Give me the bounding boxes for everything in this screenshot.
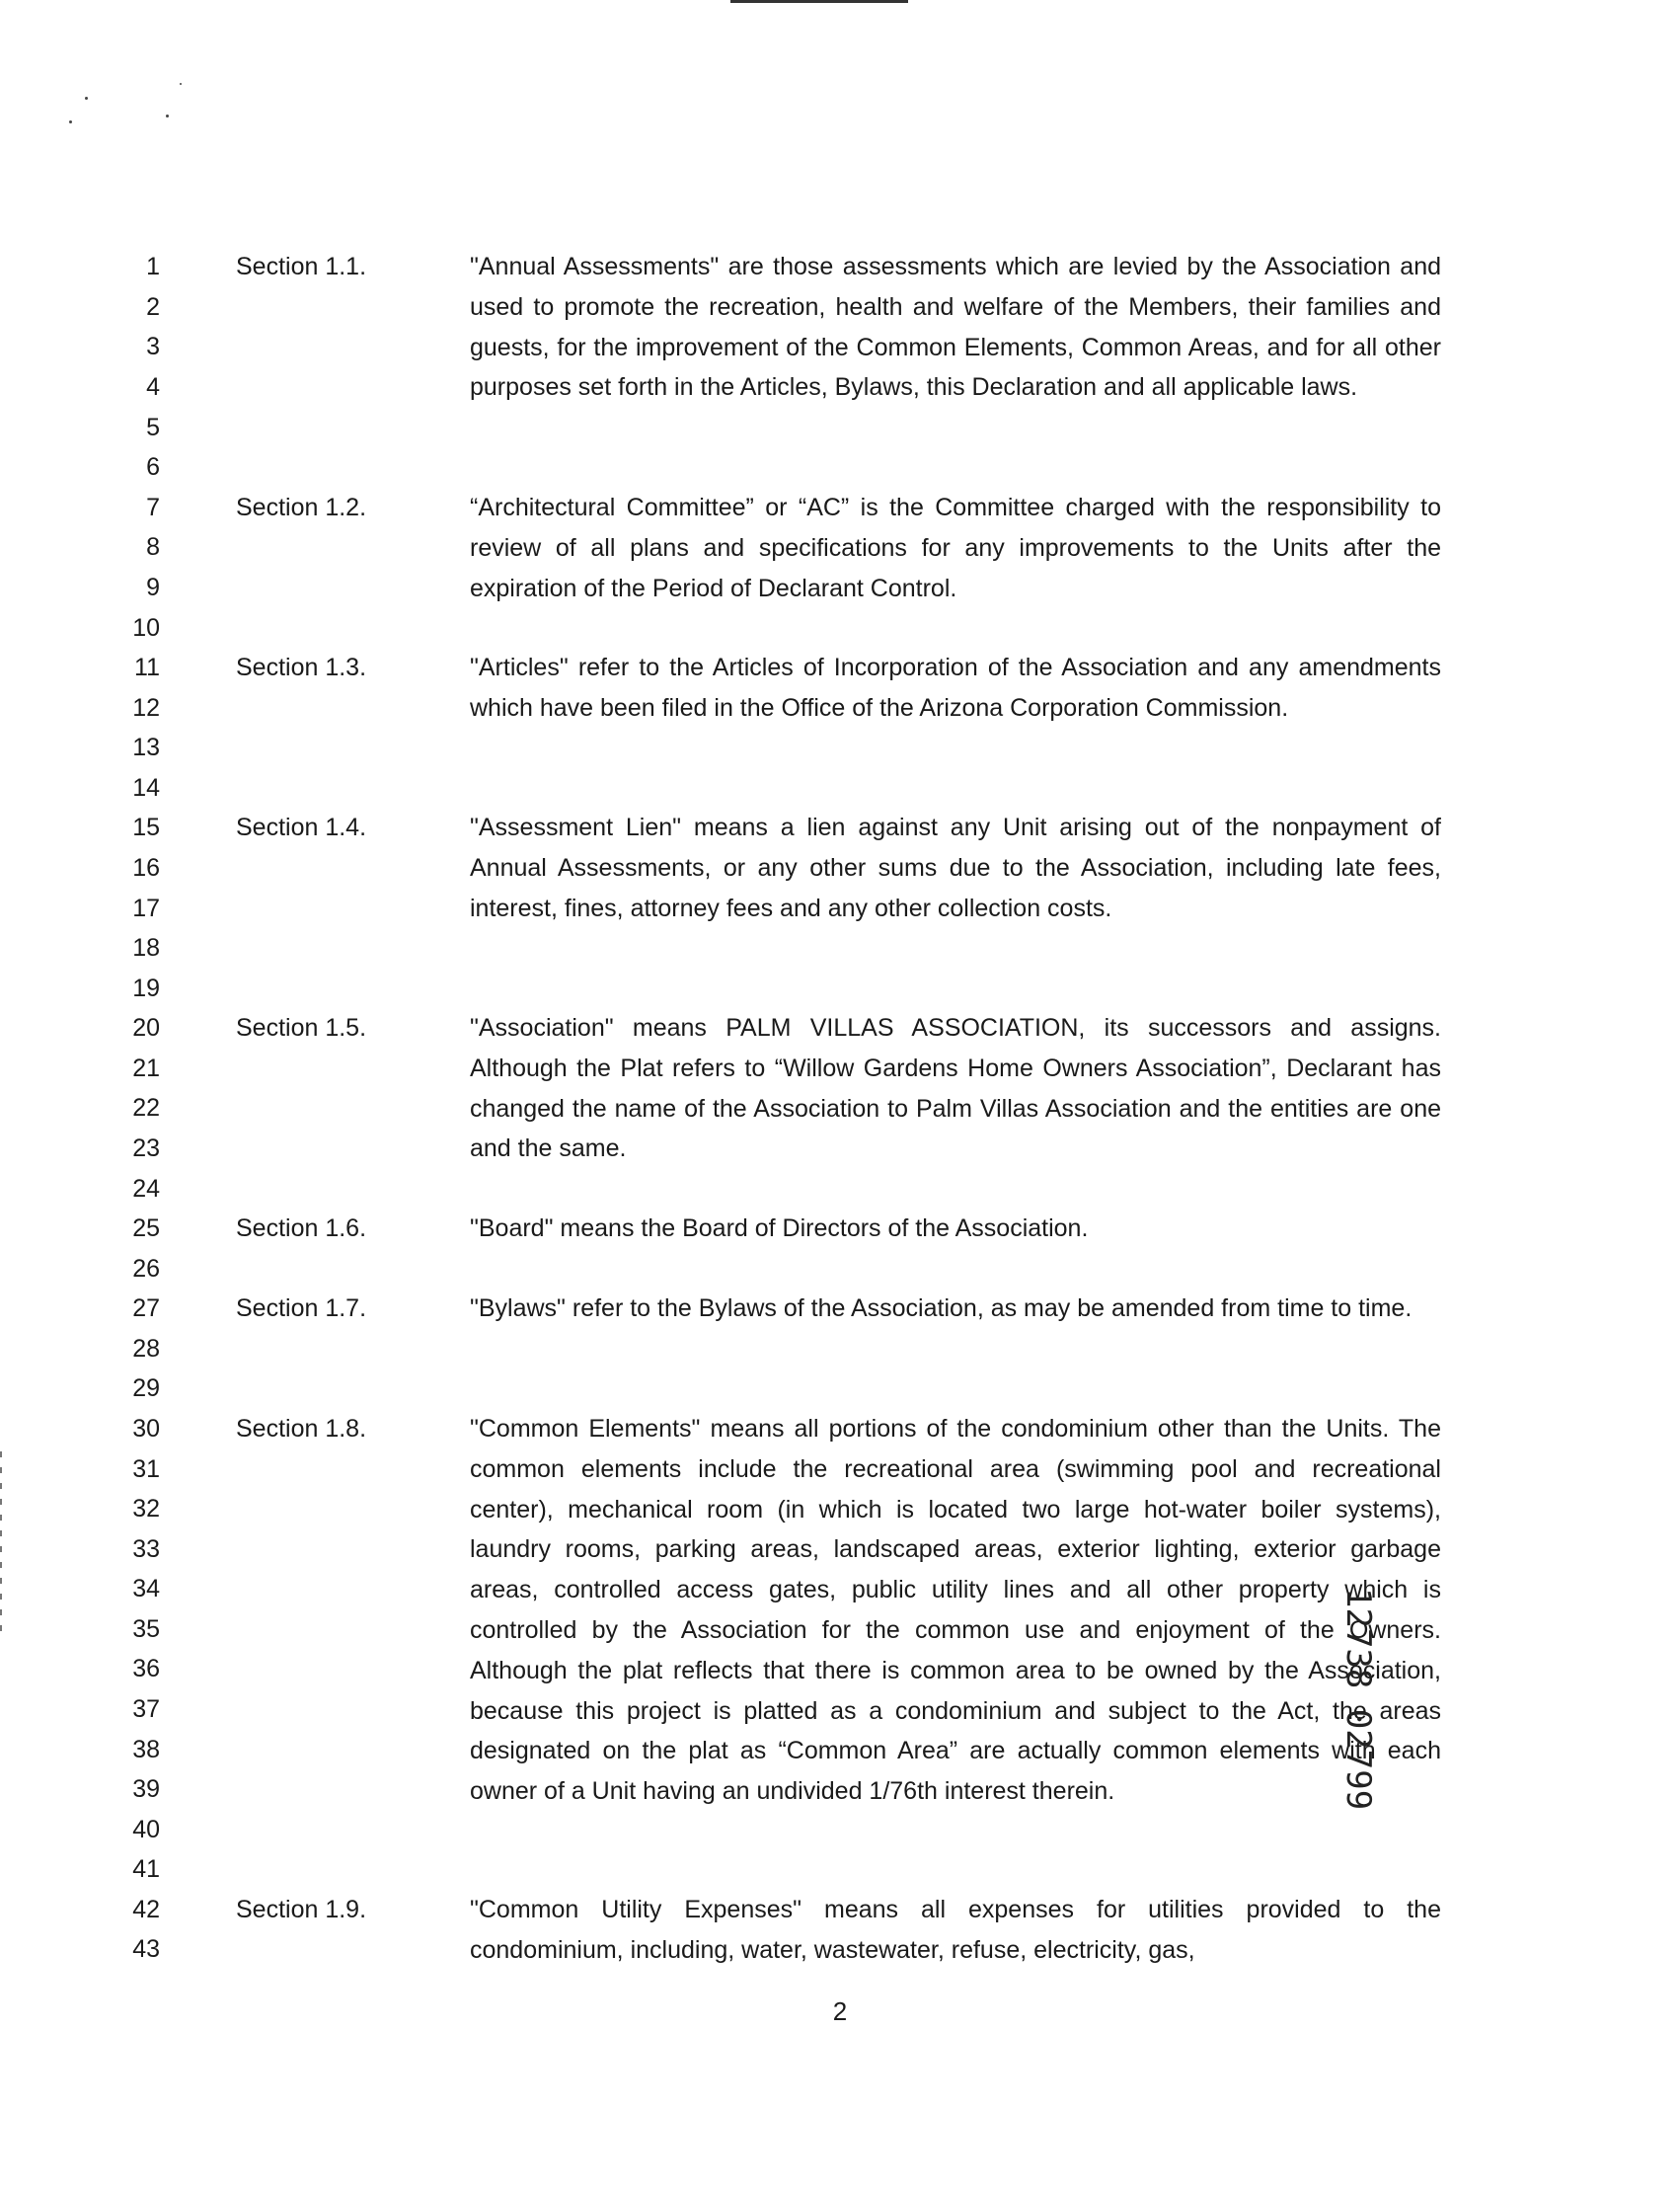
line-number: 29 <box>132 1374 160 1402</box>
line-number: 18 <box>132 934 160 962</box>
line-number: 37 <box>132 1695 160 1723</box>
line-number: 13 <box>132 734 160 761</box>
line-number: 24 <box>132 1175 160 1203</box>
line-number: 20 <box>132 1014 160 1042</box>
line-number: 4 <box>146 373 160 401</box>
line-number: 19 <box>132 975 160 1002</box>
section-label: Section 1.1. <box>236 253 367 280</box>
line-number: 14 <box>132 774 160 802</box>
section-text: "Common Utility Expenses" means all expenses for utilities provided to the condominium, including, water, wastewater, refuse, electricity, gas, <box>470 1896 1441 1964</box>
line-number: 33 <box>132 1535 160 1563</box>
scan-speck <box>166 115 169 117</box>
line-number: 16 <box>132 854 160 882</box>
line-number: 36 <box>132 1655 160 1682</box>
line-number: 9 <box>146 574 160 601</box>
line-number: 12 <box>132 694 160 722</box>
line-number: 39 <box>132 1775 160 1803</box>
section-text: "Board" means the Board of Directors of the Association. <box>470 1214 1089 1242</box>
section-label: Section 1.9. <box>236 1896 367 1923</box>
line-number: 27 <box>132 1294 160 1322</box>
line-number: 23 <box>132 1134 160 1162</box>
section-label: Section 1.4. <box>236 814 367 841</box>
line-number: 5 <box>146 414 160 441</box>
section-label: Section 1.7. <box>236 1294 367 1322</box>
line-number: 17 <box>132 895 160 922</box>
section-label: Section 1.8. <box>236 1415 367 1443</box>
section-text: "Bylaws" refer to the Bylaws of the Association, as may be amended from time to time. <box>470 1294 1413 1322</box>
top-edge-mark <box>730 0 908 3</box>
section-text: “Architectural Committee” or “AC” is the Committee charged with the responsibility to review of all plans and specifications for any improvements to the Units after the expiration of the Period of Declarant Control. <box>470 494 1441 602</box>
section-label: Section 1.3. <box>236 654 367 681</box>
scan-speck <box>85 97 88 100</box>
section-text: "Annual Assessments" are those assessments which are levied by the Association and used to promote the recreation, health and welfare of the Members, their families and guests, for the improvement of the Common Elements, Common Areas, and for all other purposes set forth in the Articles, Bylaws, this Declaration and all applicable laws. <box>470 253 1441 402</box>
section-label: Section 1.2. <box>236 494 367 521</box>
line-number: 6 <box>146 453 160 481</box>
section-text: "Association" means PALM VILLAS ASSOCIATION, its successors and assigns. Although the Plat refers to “Willow Gardens Home Owners Association”, Declarant has changed the name of the Association to Palm Villas Association and the entities are one and the same. <box>470 1014 1441 1163</box>
scan-speck <box>180 83 182 85</box>
line-number: 31 <box>132 1455 160 1483</box>
scan-speck <box>69 120 72 123</box>
line-number: 11 <box>134 654 160 681</box>
line-number: 8 <box>146 533 160 561</box>
line-number: 2 <box>146 293 160 321</box>
line-number: 38 <box>132 1736 160 1763</box>
line-number: 41 <box>132 1855 160 1883</box>
line-number: 10 <box>132 614 160 642</box>
recording-stamp: 12738 02799 <box>1338 1588 1378 1811</box>
line-number: 32 <box>132 1495 160 1523</box>
line-number: 22 <box>132 1094 160 1122</box>
line-number: 43 <box>132 1935 160 1963</box>
line-number: 40 <box>132 1816 160 1843</box>
line-number: 42 <box>132 1896 160 1923</box>
left-edge-binding-mark <box>0 1451 2 1639</box>
line-number: 26 <box>132 1255 160 1283</box>
line-number: 25 <box>132 1214 160 1242</box>
section-text: "Articles" refer to the Articles of Incorporation of the Association and any amendments which have been filed in the Office of the Arizona Corporation Commission. <box>470 654 1441 722</box>
line-number: 35 <box>132 1615 160 1643</box>
line-number: 7 <box>146 494 160 521</box>
section-label: Section 1.6. <box>236 1214 367 1242</box>
line-number: 28 <box>132 1335 160 1363</box>
line-number: 34 <box>132 1575 160 1602</box>
section-label: Section 1.5. <box>236 1014 367 1042</box>
section-text: "Assessment Lien" means a lien against any Unit arising out of the nonpayment of Annual Assessments, or any other sums due to the Association, including late fees, interest, fines, attorney fees and any other collection costs. <box>470 814 1441 922</box>
line-number: 15 <box>132 814 160 841</box>
line-number: 3 <box>146 333 160 360</box>
line-number: 21 <box>132 1055 160 1082</box>
line-number: 1 <box>146 253 160 280</box>
section-text: "Common Elements" means all portions of the condominium other than the Units. The common elements include the recreational area (swimming pool and recreational center), mechanical room (in which is located two large hot-water boiler systems), laundry rooms, parking areas, landscaped areas, exterior lighting, exterior garbage areas, controlled access gates, public utility lines and all other property which is controlled by the Association for the common use and enjoyment of the Owners. Although the plat reflects that there is common area to be owned by the Association, because this project is platted as a condominium and subject to the Act, the areas designated on the plat as “Common Area” are actually common elements with each owner of a Unit having an undivided 1/76th interest therein. <box>470 1415 1441 1806</box>
line-number: 30 <box>132 1415 160 1443</box>
page-number: 2 <box>832 1996 848 2026</box>
